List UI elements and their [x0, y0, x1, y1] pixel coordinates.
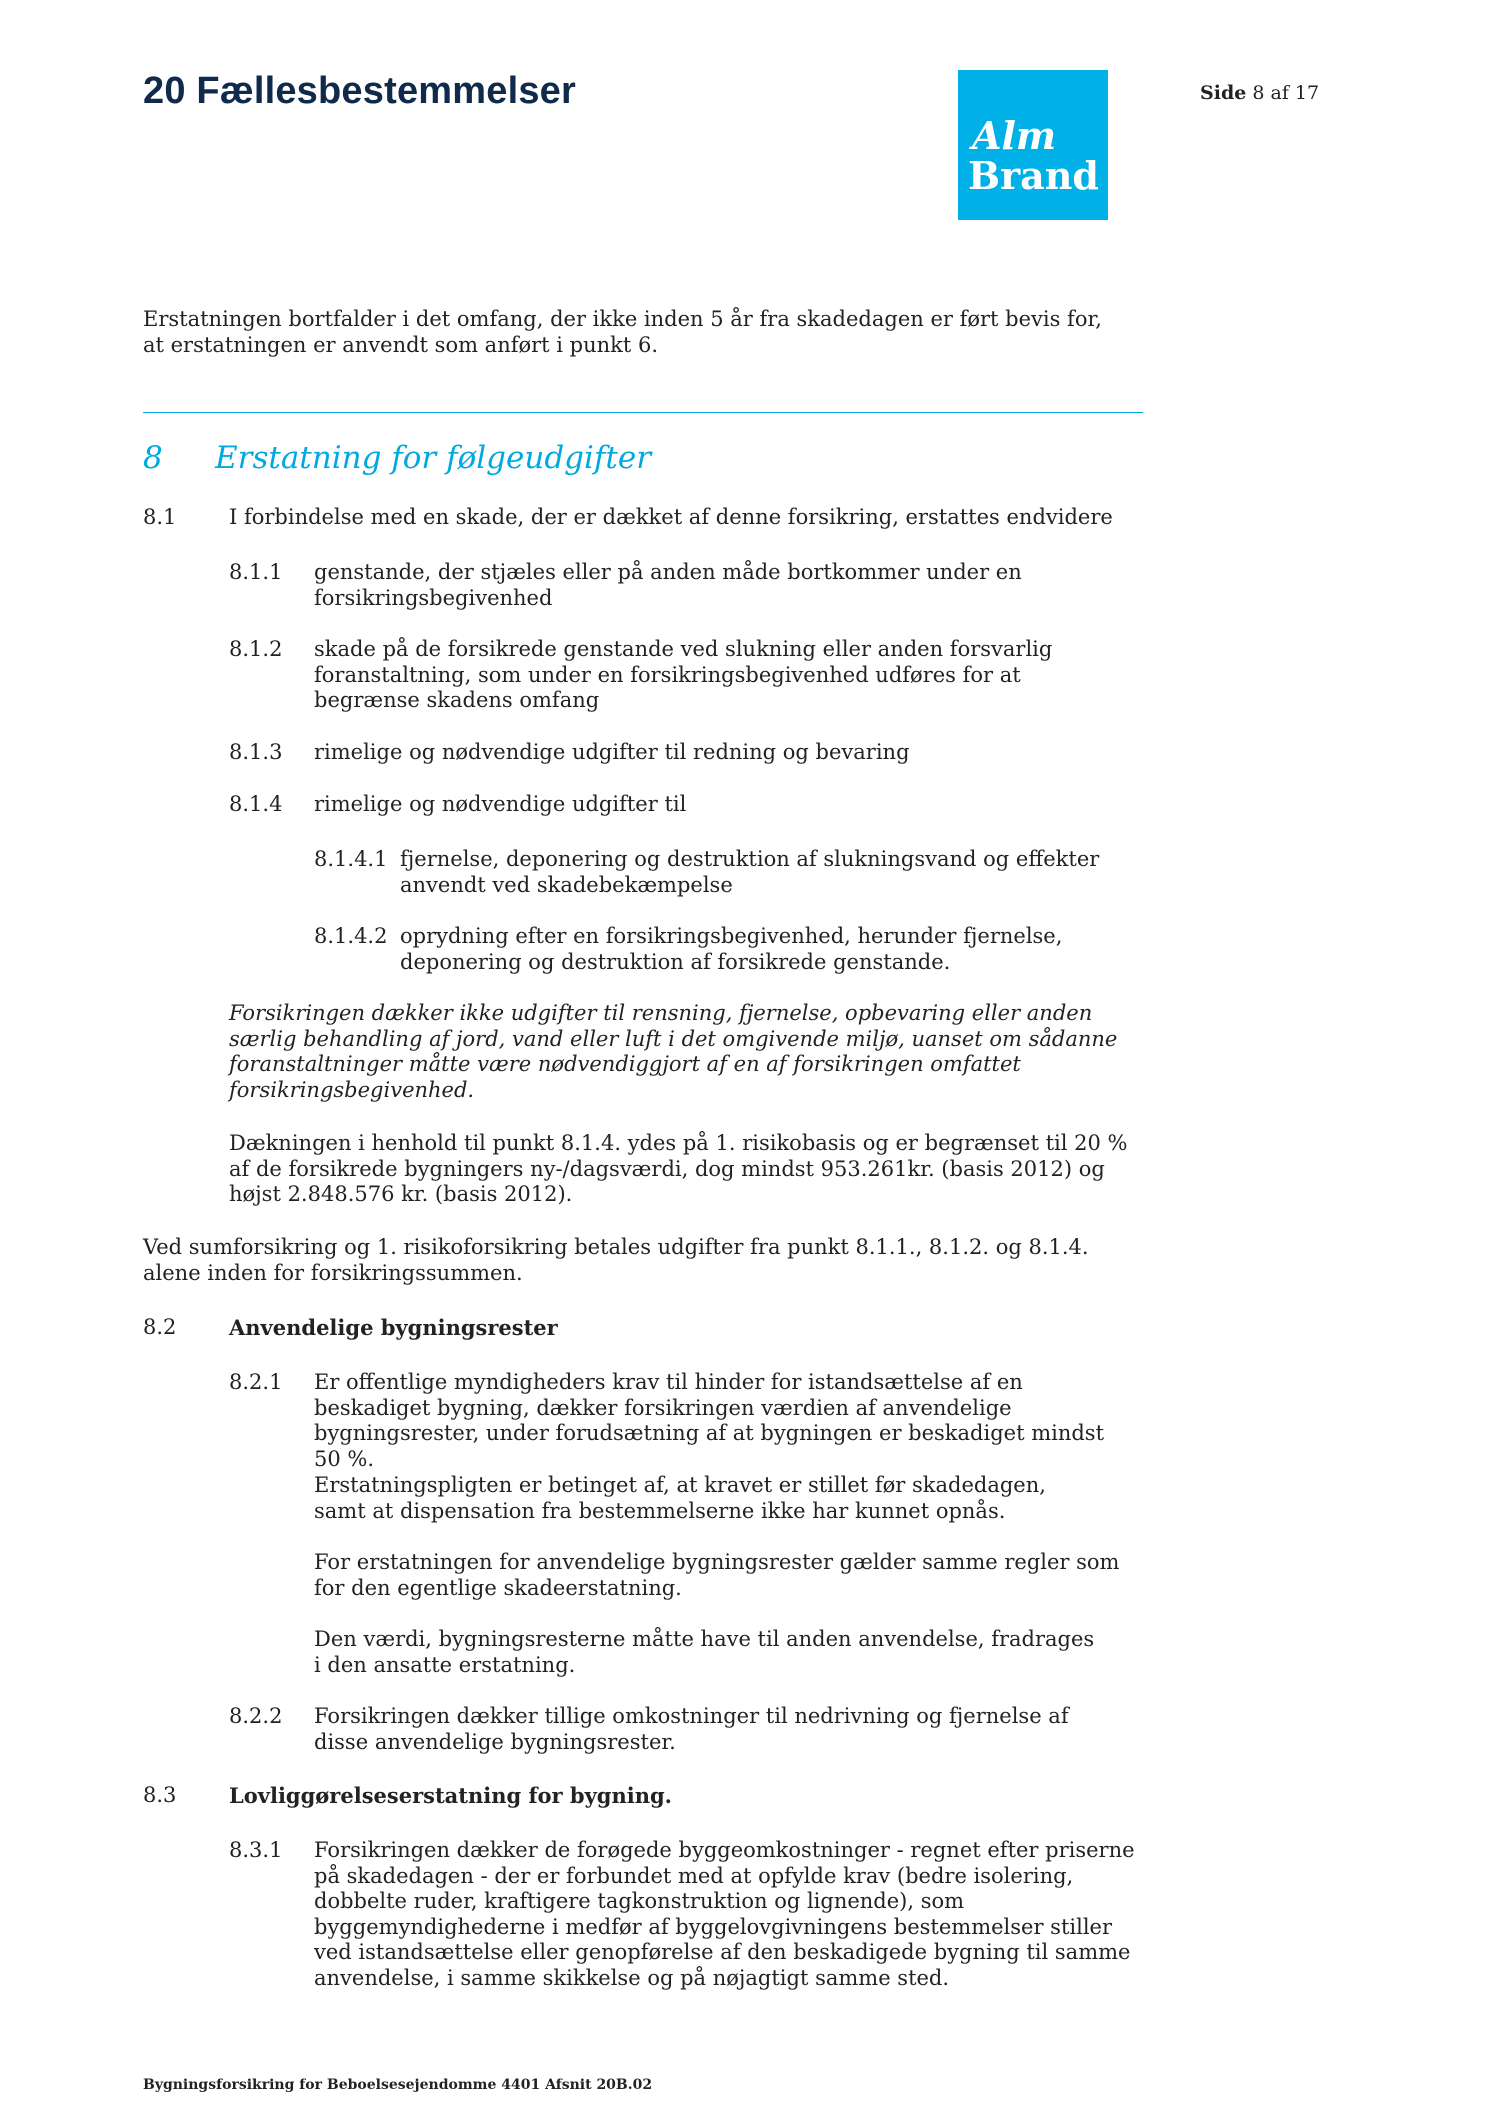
- clause-number-8-2-1: 8.2.1: [229, 1370, 283, 1394]
- sum-insurance-note: Ved sumforsikring og 1. risikoforsikring betales udgifter fra punkt 8.1.1., 8.1.2. og 8.1.4. alene inden for forsikringssummen.: [143, 1235, 1089, 1285]
- clause-text-8-1-4: rimelige og nødvendige udgifter til: [314, 792, 687, 816]
- page-number: [1200, 82, 1319, 104]
- intro-paragraph: Erstatningen bortfalder i det omfang, der ikke inden 5 år fra skadedagen er ført bevis for, at erstatningen er anvendt som anført i punkt 6.: [143, 307, 1102, 357]
- exclusion-note: Forsikringen dækker ikke udgifter til rensning, fjernelse, opbevaring eller anden særlig behandling af jord, vand eller luft i det omgivende miljø, uanset om sådanne foranstaltninger måtte være nødvendiggjort af en af forsikringen omfattet forsikringsbegivenhed.: [229, 1001, 1118, 1102]
- alm-brand-logo: [958, 70, 1108, 220]
- page-label: Side: [1200, 82, 1247, 104]
- clause-text-8-1: I forbindelse med en skade, der er dækket af denne forsikring, erstattes endvidere: [229, 505, 1113, 529]
- logo-line2: Brand: [968, 153, 1099, 198]
- logo-line1: Alm: [972, 113, 1057, 158]
- clause-number-8-1-2: 8.1.2: [229, 637, 283, 661]
- section-number: 8: [143, 440, 163, 476]
- page-value: 8 af 17: [1252, 82, 1320, 104]
- clause-text-8-1-3: rimelige og nødvendige udgifter til redning og bevaring: [314, 740, 910, 764]
- clause-text-8-1-2: skade på de forsikrede genstande ved slukning eller anden forsvarlig foranstaltning, som under en forsikringsbegivenhed udføres for at begrænse skadens omfang: [314, 637, 1053, 712]
- clause-text-8-2-1-p1: Er offentlige myndigheders krav til hinder for istandsættelse af en beskadiget bygning, dækker forsikringen værdien af anvendelige bygningsrester, under forudsætning af at bygningen er beskadiget mindst 50 %.: [314, 1370, 1105, 1471]
- clause-number-8-2: 8.2: [143, 1315, 177, 1339]
- coverage-note: Dækningen i henhold til punkt 8.1.4. ydes på 1. risikobasis og er begrænset til 20 % af de forsikrede bygningers ny-/dagsværdi, dog mindst 953.261kr. (basis 2012) og højst 2.848.576 kr. (basis 2012).: [229, 1131, 1128, 1206]
- clause-text-8-2-1-p3: For erstatningen for anvendelige bygningsrester gælder samme regler som for den egentlige skadeerstatning.: [314, 1550, 1120, 1600]
- clause-number-8-3: 8.3: [143, 1783, 177, 1807]
- clause-number-8-2-2: 8.2.2: [229, 1704, 283, 1728]
- clause-text-8-2-1-p4: Den værdi, bygningsresterne måtte have til anden anvendelse, fradrages i den ansatte erstatning.: [314, 1627, 1095, 1677]
- clause-text-8-2-1-p2: Erstatningspligten er betinget af, at kravet er stillet før skadedagen, samt at dispensation fra bestemmelserne ikke har kunnet opnås.: [314, 1473, 1046, 1523]
- document-title: 20 Fællesbestemmelser: [143, 70, 576, 112]
- clause-title-8-2: Anvendelige bygningsrester: [229, 1315, 558, 1340]
- page-footer: Bygningsforsikring for Beboelsesejendomme 4401 Afsnit 20B.02: [143, 2077, 653, 2093]
- clause-number-8-1-4: 8.1.4: [229, 792, 283, 816]
- clause-number-8-1-4-1: 8.1.4.1: [314, 847, 388, 871]
- clause-title-8-3: Lovliggørelseserstatning for bygning.: [229, 1783, 672, 1808]
- clause-number-8-1-4-2: 8.1.4.2: [314, 924, 388, 948]
- clause-number-8-1-3: 8.1.3: [229, 740, 283, 764]
- clause-text-8-3-1: Forsikringen dækker de forøgede byggeomkostninger - regnet efter priserne på skadedagen - der er forbundet med at opfylde krav (bedre isolering, dobbelte ruder, kraftigere tagkonstruktion og lignende), som byggemyndighederne i medfør af byggelovgivningens bestemmelser stiller ved istandsættelse eller genopførelse af den beskadigede bygning til samme anvendelse, i samme skikkelse og på nøjagtigt samme sted.: [314, 1838, 1135, 1990]
- clause-number-8-1-1: 8.1.1: [229, 560, 283, 584]
- clause-text-8-2-2: Forsikringen dækker tillige omkostninger til nedrivning og fjernelse af disse anvendelige bygningsrester.: [314, 1704, 1069, 1754]
- clause-number-8-1: 8.1: [143, 505, 177, 529]
- clause-text-8-1-1: genstande, der stjæles eller på anden måde bortkommer under en forsikringsbegivenhed: [314, 560, 1022, 610]
- clause-text-8-1-4-1: fjernelse, deponering og destruktion af slukningsvand og effekter anvendt ved skadebekæmpelse: [400, 847, 1100, 897]
- clause-number-8-3-1: 8.3.1: [229, 1838, 283, 1862]
- clause-text-8-1-4-2: oprydning efter en forsikringsbegivenhed, herunder fjernelse, deponering og destruktion af forsikrede genstande.: [400, 924, 1063, 974]
- section-title: Erstatning for følgeudgifter: [215, 440, 652, 476]
- section-divider: [143, 412, 1143, 413]
